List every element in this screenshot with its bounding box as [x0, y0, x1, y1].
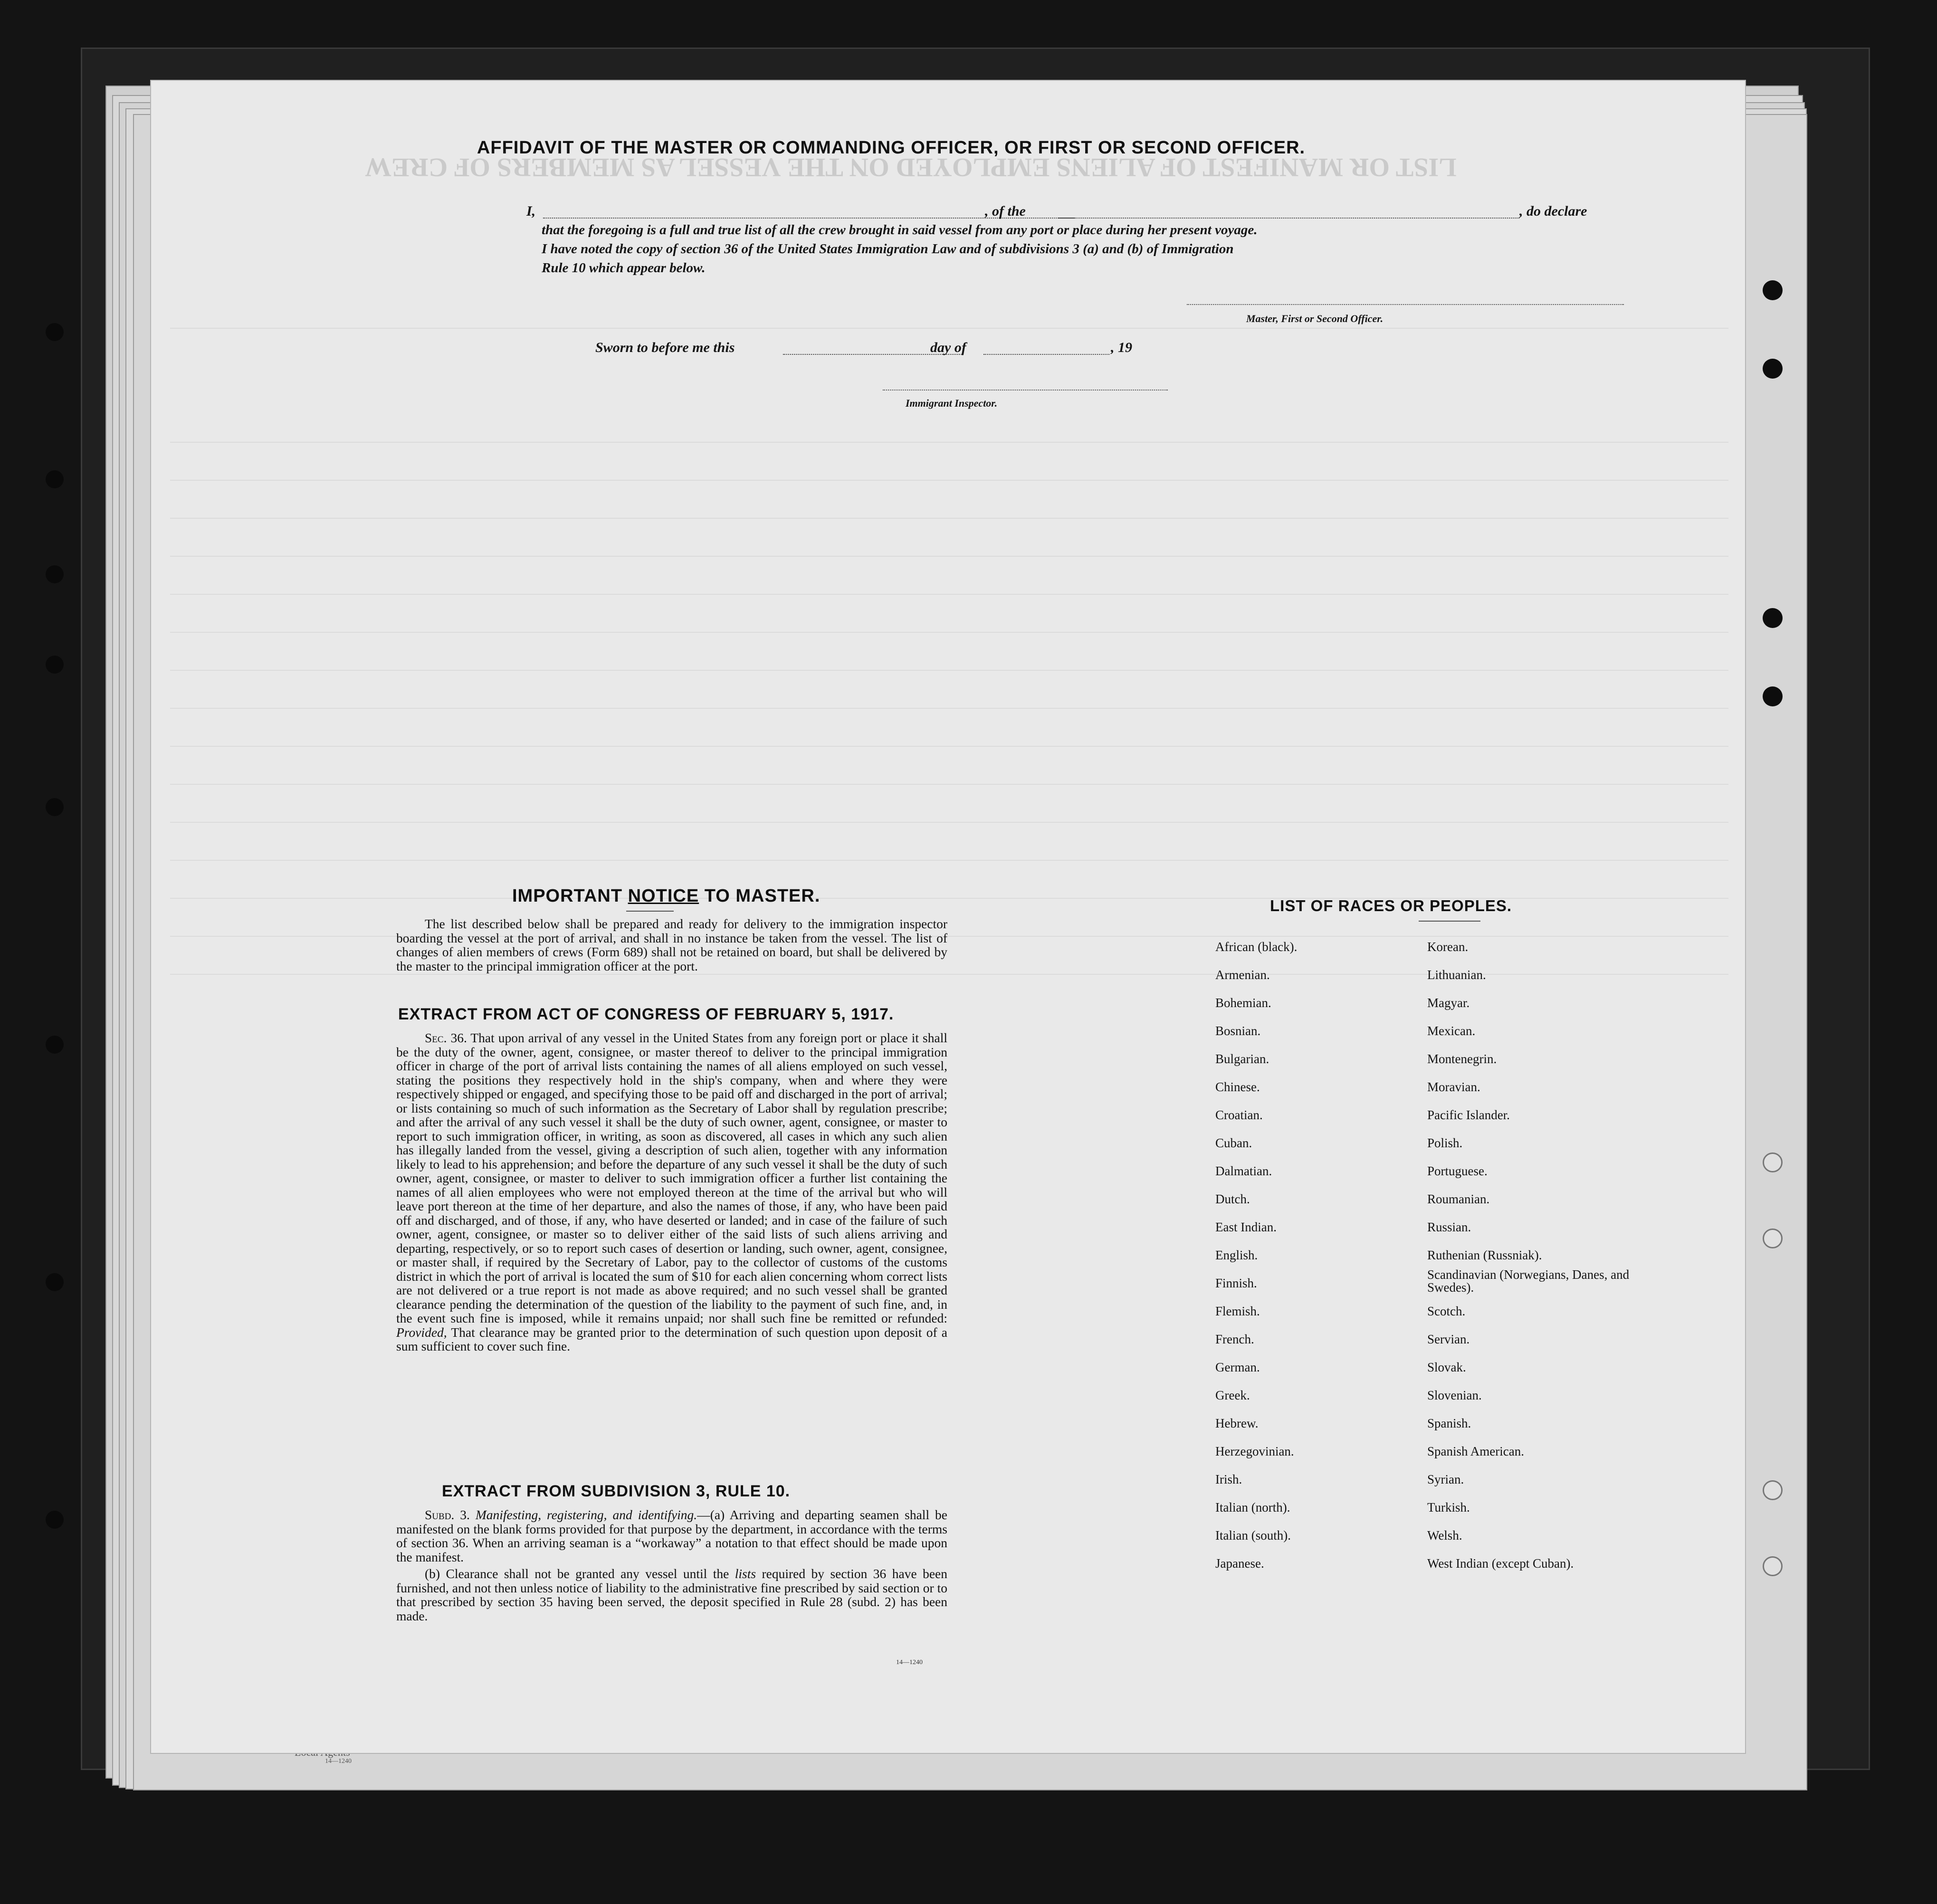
race-item: Welsh. [1427, 1528, 1462, 1542]
subd-label: Subd. 3. [425, 1507, 470, 1522]
subd-heading: Manifesting, registering, and identifying. [475, 1507, 697, 1522]
race-item: Ruthenian (Russniak). [1427, 1248, 1542, 1262]
subd-para-a-text: —(a) Arriving and departing seamen shall be manifested on the blank forms provided for that purpose by the department, in accordance with the terms of section 36. When an arriving seaman is a “workaway” a notation to that effect should be made upon the manifest. [396, 1507, 947, 1564]
affidavit-of-the: , of the [985, 203, 1026, 219]
punch-hole [1763, 608, 1783, 628]
race-item: Syrian. [1427, 1472, 1464, 1486]
binder-hole [46, 798, 64, 816]
race-item: Bulgarian. [1215, 1052, 1269, 1066]
race-item: Dutch. [1215, 1192, 1250, 1206]
race-item: Chinese. [1215, 1080, 1260, 1094]
ghost-rule [170, 670, 1728, 671]
race-item: Russian. [1427, 1220, 1471, 1234]
ghost-title: LIST OR MANIFEST OF ALIENS EMPLOYED ON THE VESSEL AS MEMBERS OF CREW [365, 152, 1457, 182]
race-item: Moravian. [1427, 1080, 1480, 1094]
affidavit-i: I, [526, 203, 536, 219]
races-title: LIST OF RACES OR PEOPLES. [1270, 897, 1512, 914]
extract-act-title: EXTRACT FROM ACT OF CONGRESS OF FEBRUARY 5, 1917. [398, 1005, 894, 1023]
race-item: Montenegrin. [1427, 1052, 1497, 1066]
notice-title-important: IMPORTANT [512, 886, 623, 906]
ghost-rule [170, 860, 1728, 861]
ghost-rule [170, 974, 1728, 975]
notice-body: The list described below shall be prepared and ready for delivery to the immigration inspector boarding the vessel at the port of arrival, and shall in no instance be taken from the vessel. The list of changes of alien members of crews (Form 689) shall not be retained on board, but shall be delivered by the master to the principal immigration officer at the port. [396, 916, 947, 973]
binder-hole [46, 470, 64, 488]
subd-3-para-a [396, 1508, 947, 1564]
ghost-rule [170, 822, 1728, 823]
sworn-text: Sworn to before me this [595, 340, 735, 355]
punch-hole [1763, 686, 1783, 706]
notice-underline [626, 911, 674, 912]
inspector-label: Immigrant Inspector. [906, 397, 998, 409]
extract-rule-title: EXTRACT FROM SUBDIVISION 3, RULE 10. [442, 1482, 791, 1500]
local-agents-number: 14—1240 [325, 1758, 352, 1765]
race-item: African (black). [1215, 940, 1298, 954]
ghost-rule [170, 708, 1728, 709]
race-item: Slovenian. [1427, 1388, 1482, 1402]
race-item: Dalmatian. [1215, 1164, 1272, 1178]
sworn-year: , 19 [1111, 340, 1132, 355]
subd-para-b-end: required by section 36 have been furnished, and not then unless notice of liability to the administrative fine prescribed by said section or to that prescribed by section 35 having been served, the deposit specified in Rule 28 (subd. 2) has been made. [396, 1566, 947, 1623]
races-underline [1419, 921, 1480, 922]
notice-title [512, 886, 820, 906]
ghost-rule [170, 784, 1728, 785]
race-item: Magyar. [1427, 996, 1470, 1010]
punch-hole [1763, 1152, 1783, 1172]
race-item: Greek. [1215, 1388, 1250, 1402]
binder-hole [46, 323, 64, 341]
signature-line [1187, 304, 1624, 305]
race-item: Lithuanian. [1427, 968, 1486, 982]
race-item: Flemish. [1215, 1304, 1260, 1318]
race-item: Roumanian. [1427, 1192, 1490, 1206]
affidavit-line-3: I have noted the copy of section 36 of the United States Immigration Law and of subdivisions 3 (a) and (b) of Immigration [542, 241, 1234, 257]
punch-hole [1763, 1228, 1783, 1248]
race-item: Pacific Islander. [1427, 1108, 1510, 1122]
race-item: Scotch. [1427, 1304, 1466, 1318]
ghost-rule [170, 328, 1728, 329]
sec-36-text: That upon arrival of any vessel in the United States from any foreign port or place it shall be the duty of the owner, agent, consignee, or master thereof to deliver to the principal immigration officer in charge of the port of arrival lists containing the names of all aliens employed on such vessel, stating the positions they respectively hold in the ship's company, when and where they were respectively shipped or engaged, and specifying those to be paid off and discharged in the port of arrival; or lists containing so much of such information as the Secretary of Labor shall by regulation prescribe; and after the arrival of any such vessel it shall be the duty of such owner, agent, consignee, or master to report to such immigration officer, in writing, as soon as discovered, all cases in which any such alien has illegally landed from the vessel, giving a description of such alien, together with any information likely to lead to his apprehension; and before the departure of any such vessel it shall be the duty of such owner, agent, consignee, or master to deliver to such immigration officer a further list containing the names of all alien employees who were not employed thereon at the time of the arrival but who will leave port thereon at the time of her departure, and also the names of those, if any, who have been paid off and discharged, and of those, if any, who have deserted or landed; and in case of the failure of such owner, agent, consignee, or master so to deliver either of the said lists of such aliens arriving and departing, respectively, or so to report such cases of desertion or landing, such owner, agent, consignee, or master shall, if required by the Secretary of Labor, pay to the collector of customs of the customs district in which the port of arrival is located the sum of $10 for each alien concerning whom correct lists are not delivered or a true report is not made as above required; and no such vessel shall be granted clearance pending the determination of the question of the liability to the payment of such fine, and, in the event such fine is imposed, while it remains unpaid; nor shall such fine be remitted or refunded: [396, 1030, 947, 1325]
race-item: Italian (south). [1215, 1528, 1291, 1542]
race-item: Croatian. [1215, 1108, 1263, 1122]
race-item: Korean. [1427, 940, 1469, 954]
subd-para-b-start: (b) Clearance shall not be granted any vessel until the [425, 1566, 729, 1581]
race-item: Japanese. [1215, 1556, 1264, 1571]
sec-36-text-end: That clearance may be granted prior to the determination of such question upon deposit of a sum sufficient to cover such fine. [396, 1324, 947, 1353]
subd-3-para-b [396, 1567, 947, 1623]
race-item: Servian. [1427, 1332, 1470, 1346]
race-item: Armenian. [1215, 968, 1270, 982]
binder-hole [46, 656, 64, 674]
form-number: 14—1240 [896, 1659, 923, 1666]
binder-hole [46, 1511, 64, 1529]
binder-hole [46, 565, 64, 583]
race-item: Slovak. [1427, 1360, 1466, 1374]
race-item: Polish. [1427, 1136, 1463, 1150]
race-item: Portuguese. [1427, 1164, 1488, 1178]
punch-hole [1763, 280, 1783, 300]
punch-hole [1763, 1480, 1783, 1500]
race-item: Bohemian. [1215, 996, 1271, 1010]
race-item: Finnish. [1215, 1276, 1257, 1290]
race-item: East Indian. [1215, 1220, 1277, 1234]
affidavit-line-2: that the foregoing is a full and true list of all the crew brought in said vessel from any port or place during her present voyage. [542, 222, 1258, 238]
race-item: Herzegovinian. [1215, 1444, 1294, 1458]
ghost-rule [170, 746, 1728, 747]
race-item: Cuban. [1215, 1136, 1252, 1150]
race-item: Irish. [1215, 1472, 1242, 1486]
race-item: Scandinavian (Norwegians, Danes, and Swedes). [1427, 1267, 1630, 1295]
lists-word: lists [735, 1566, 756, 1581]
sworn-day-of: day of [930, 340, 966, 355]
extract-act-body [396, 1031, 947, 1353]
race-item: Italian (north). [1215, 1500, 1290, 1514]
race-item: Spanish. [1427, 1416, 1471, 1430]
ghost-rule [170, 442, 1728, 443]
punch-hole [1763, 359, 1783, 379]
ghost-rule [170, 480, 1728, 481]
notice-title-notice: NOTICE [628, 886, 699, 906]
punch-hole [1763, 1556, 1783, 1576]
manifest-page [151, 81, 1745, 1753]
signature-label: Master, First or Second Officer. [1246, 313, 1384, 324]
affidavit-title: AFFIDAVIT OF THE MASTER OR COMMANDING OFFICER, OR FIRST OR SECOND OFFICER. [477, 138, 1306, 158]
provided-word: Provided, [396, 1324, 447, 1340]
sec-label: Sec. 36. [425, 1030, 467, 1045]
race-item: Hebrew. [1215, 1416, 1259, 1430]
month-blank [983, 354, 1109, 355]
race-item: French. [1215, 1332, 1254, 1346]
race-item: West Indian (except Cuban). [1427, 1556, 1574, 1571]
notice-title-master: TO MASTER. [704, 886, 821, 906]
race-item: Mexican. [1427, 1024, 1476, 1038]
vessel-blank [1059, 218, 1519, 219]
ghost-rule [170, 556, 1728, 557]
ghost-rule [170, 632, 1728, 633]
race-item: Bosnian. [1215, 1024, 1261, 1038]
race-item: German. [1215, 1360, 1260, 1374]
binder-hole [46, 1273, 64, 1291]
affidavit-line-4: Rule 10 which appear below. [542, 260, 706, 276]
ghost-rule [170, 594, 1728, 595]
affidavit-declare: , do declare [1519, 203, 1587, 219]
race-item: Turkish. [1427, 1500, 1470, 1514]
ghost-rule [170, 518, 1728, 519]
race-item: English. [1215, 1248, 1258, 1262]
race-item: Spanish American. [1427, 1444, 1524, 1458]
binder-hole [46, 1036, 64, 1054]
